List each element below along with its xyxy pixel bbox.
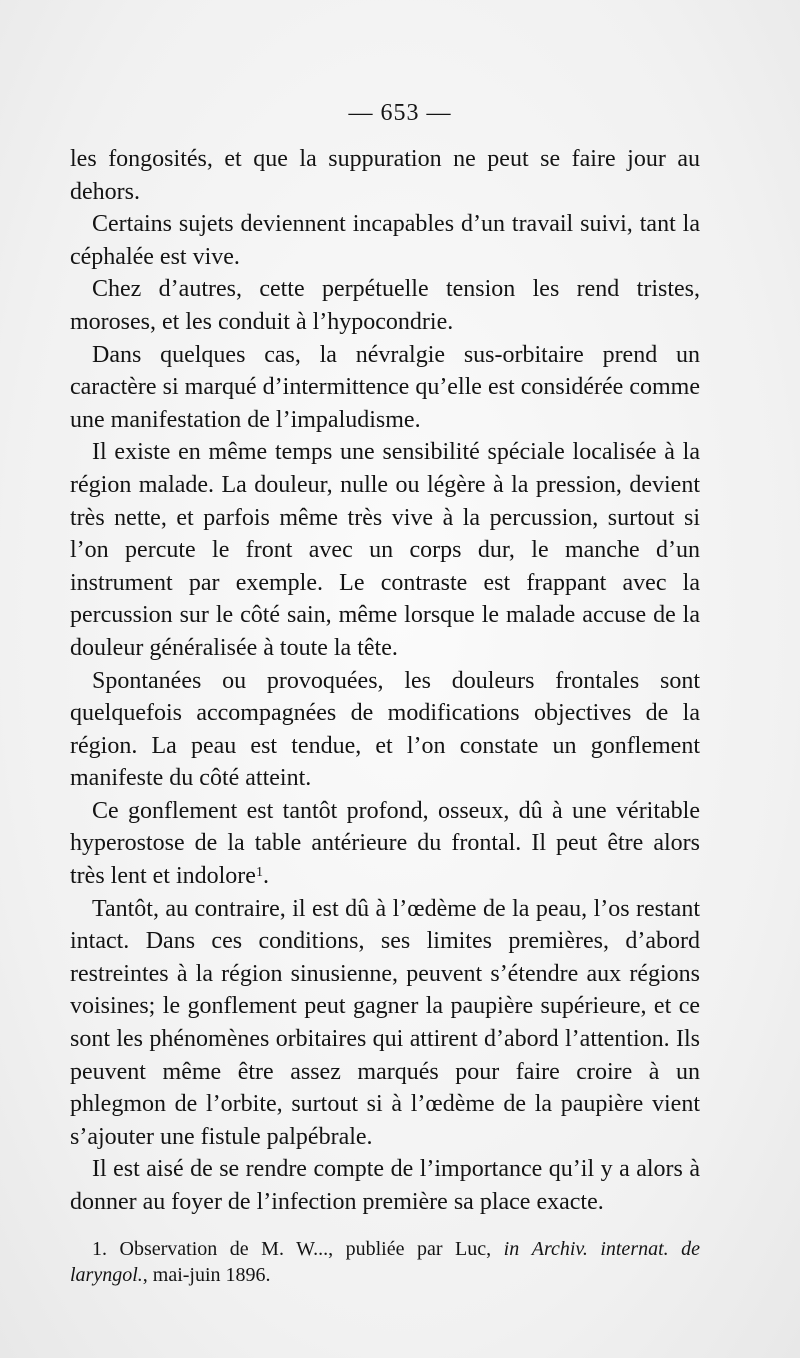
paragraph-2: Certains sujets deviennent incapables d’un travail suivi, tant la céphalée est vive. (70, 211, 700, 270)
body-text (70, 143, 700, 1219)
footnote-in: in (503, 1238, 520, 1260)
page-number: — 653 — (348, 100, 452, 126)
paragraph-1: les fongosités, et que la suppuration ne peut se faire jour au dehors. (70, 146, 700, 205)
paragraph-8: Tantôt, au contraire, il est dû à l’œdème de la peau, l’os restant intact. Dans ces conditions, ses limites premières, d’abord restreintes à la région sinusienne, peuvent s’étendre aux régions voisines; le gonflement peut gagner la paupière supérieure, et ce sont les phénomènes orbitaires qui attirent d’abord l’attention. Ils peuvent même être assez marqués pour faire croire à un phlegmon de l’orbite, surtout si à l’œdème de la paupière vient s’ajouter une fistule palpébrale. (70, 895, 700, 1150)
paragraph-6: Spontanées ou provoquées, les douleurs frontales sont quelquefois accompagnées de modifications objectives de la région. La peau est tendue, et l’on constate un gonflement manifeste du côté atteint. (70, 667, 700, 792)
footnote-reference[interactable]: 1 (255, 865, 263, 881)
paragraph-7-text: Ce gonflement est tantôt profond, osseux, dû à une véritable hyperostose de la table antérieure du frontal. Il peut être alors très lent et indolore (70, 797, 700, 890)
footnote-text-before: Observation de M. W..., publiée par Luc, (119, 1238, 492, 1260)
footnote (70, 1236, 700, 1288)
paragraph-4: Dans quelques cas, la névralgie sus-orbitaire prend un caractère si marqué d’intermittence qu’elle est considérée comme une manifestation de l’impaludisme. (70, 341, 700, 433)
paragraph-9: Il est aisé de se rendre compte de l’importance qu’il y a alors à donner au foyer de l’infection première sa place exacte. (70, 1156, 700, 1215)
footnote-text-after: , mai-juin 1896. (142, 1264, 271, 1286)
footnote-number: 1. (92, 1238, 107, 1260)
paragraph-7: Ce gonflement est tantôt profond, osseux, dû à une véritable hyperostose de la table antérieure du frontal. Il peut être alors très lent et indolore$^1$. (70, 797, 700, 890)
footnote-journal: Archiv. internat. de laryngol. (70, 1238, 701, 1286)
paragraph-3: Chez d’autres, cette perpétuelle tension les rend tristes, moroses, et les conduit à l’hypocondrie. (70, 276, 700, 335)
paragraph-5: Il existe en même temps une sensibilité spéciale localisée à la région malade. La douleur, nulle ou légère à la pression, devient très nette, et parfois même très vive à la percussion, surtout si l’on percute le front avec un corps dur, le manche d’un instrument par exemple. Le contraste est frappant avec la percussion sur le côté sain, même lorsque le malade accuse de la douleur généralisée à toute la tête. (70, 439, 700, 661)
